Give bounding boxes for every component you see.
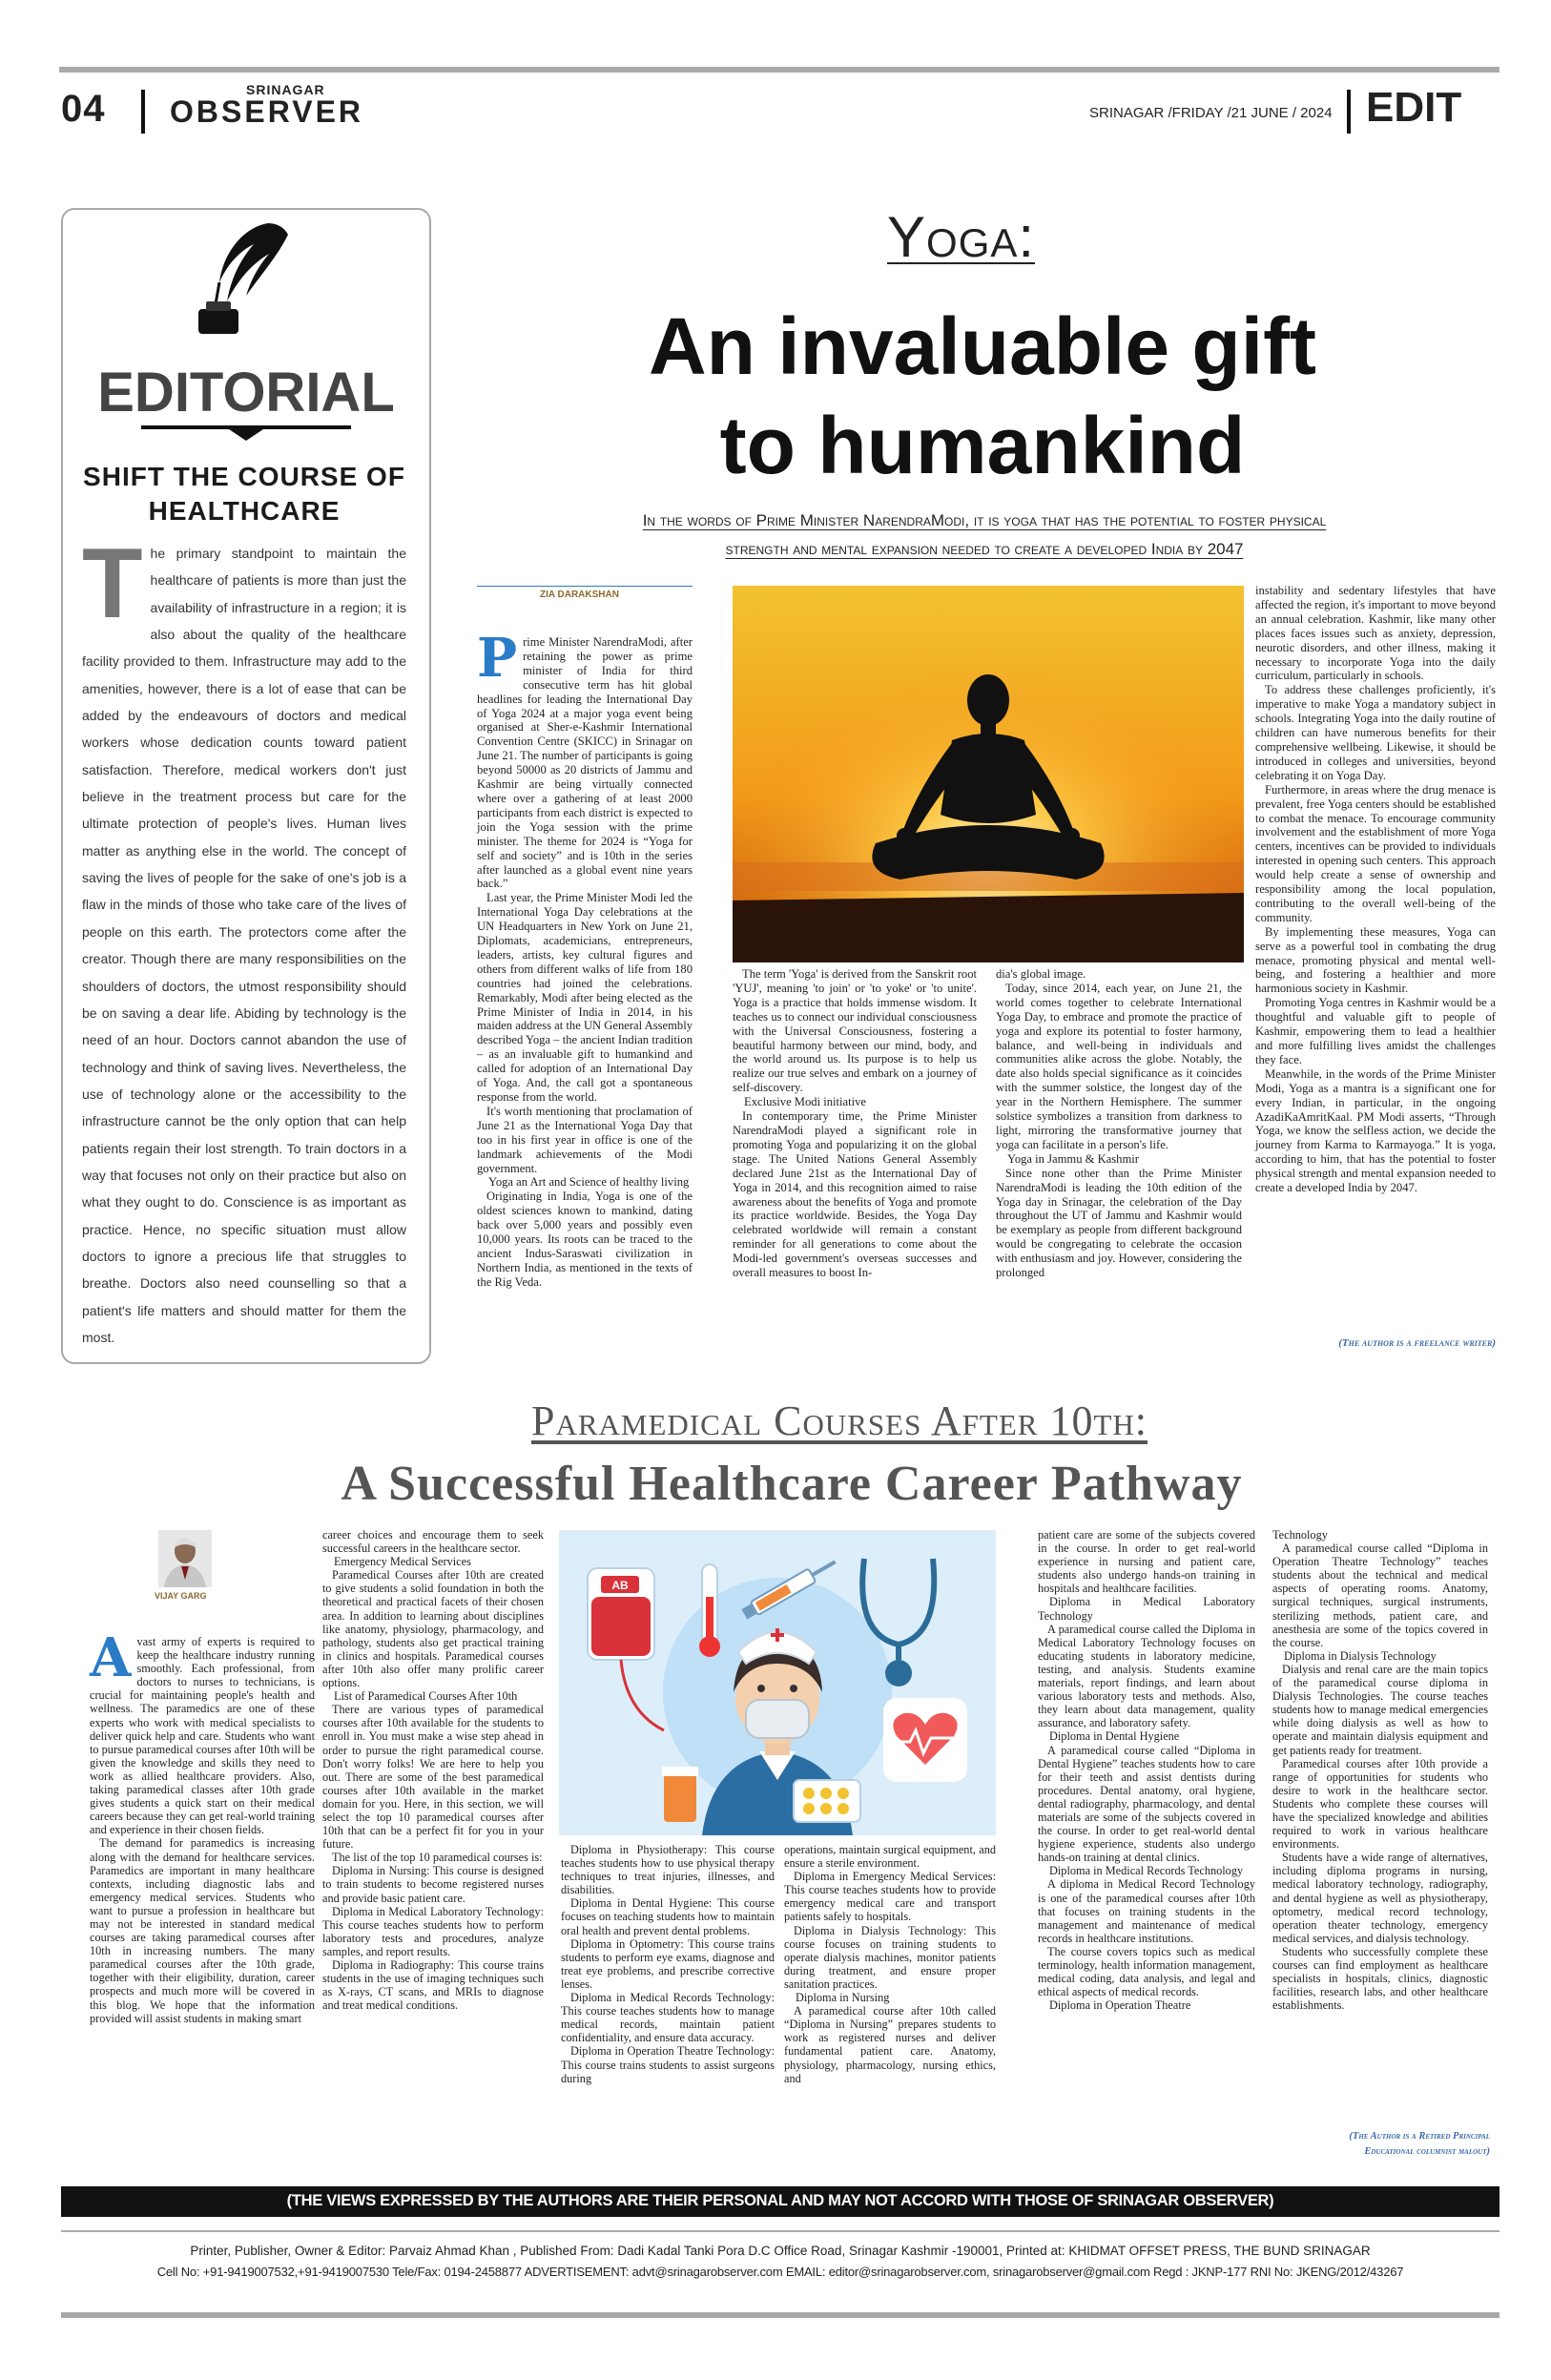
para-col5-p4: A diploma in Medical Record Technology is one of the paramedical courses after 10th that focuses on training students in the management and maintenance of medical records in healthcare institutions. xyxy=(1038,1877,1255,1945)
yoga-col3-sub1: Yoga in Jammu & Kashmir xyxy=(1007,1151,1139,1166)
para-col2-p6: Diploma in Medical Laboratory Technology: This course teaches students how to perform laboratory tests and procedures, analyze samples, and report results. xyxy=(322,1904,544,1958)
para-col4-sub1: Diploma in Nursing xyxy=(796,1991,890,2005)
arrow-down-icon xyxy=(141,425,351,443)
yoga-col4-p6: Meanwhile, in the words of the Prime Minister Modi, Yoga as a mantra is a significant one for every Indian, in particular, in the ongoing AzadiKaAmritKaal. PM Modi asserts, “Through Yoga, we know the selfless action, we decide the journey from Karma to Karmayoga.” It is yoga, according to him, that has the potential to foster physical strength and mental expansion needed to create a developed India by 2047. xyxy=(1255,1066,1496,1195)
paramedical-column-1 xyxy=(90,1626,315,2169)
para-col6-p4: Students have a wide range of alternatives, including diploma programs in nursing, medical laboratory technology, radiography, and dental hygiene as well as physiotherapy, optometry, medical record technology, operation theater technology, emergency medical services, and dialysis technology. xyxy=(1272,1851,1488,1945)
editorial-dropcap: T xyxy=(82,528,143,639)
paramedical-column-2 xyxy=(322,1528,544,2167)
yoga-standfirst-2: strength and mental expansion needed to create a developed India by 2047 xyxy=(725,540,1244,558)
para-col5-p3: A paramedical course called “Diploma in Dental Hygiene” teaches students how to care for their teeth and assist dentists during procedures. Dental anatomy, oral hygiene, dental radiography, pharmacology, and dental materials are some of the subjects covered in the course. In order to get real-world dental hygiene experience, students also undergo hands-on training at dental clinics. xyxy=(1038,1743,1255,1865)
para-col5-sub4: Diploma in Operation Theatre xyxy=(1049,1998,1191,2013)
yoga-col4-p2: To address these challenges proficiently, it's imperative to make Yoga a mandatory subject in schools. Integrating Yoga into the daily routine of children can have numerous benefits for their comprehensive wellbeing. Likewise, it should be introduced in colleges and universities, beyond celebrating it on Yoga Day. xyxy=(1255,683,1496,782)
bottom-rule xyxy=(61,2312,1499,2318)
paramedical-column-5 xyxy=(1038,1528,1255,2167)
para-col6-p2: Dialysis and renal care are the main topics of the paramedical course diploma in Dialysis Technologies. The course teaches students how to manage medical emergencies while doing dialysis as well as how to operate and maintain dialysis equipment and get patients ready for treatment. xyxy=(1272,1662,1488,1757)
yoga-col1-sub1: Yoga an Art and Science of healthy living xyxy=(488,1175,690,1190)
para-col5-p5: The course covers topics such as medical terminology, health information management, medical coding, data analysis, and legal and ethical aspects of medical records. xyxy=(1038,1944,1255,1999)
para-col4-p4: A paramedical course after 10th called “Diploma in Nursing” prepares students to work as registered nurses and deliver fundamental patient care. Anatomy, physiology, pharmacology, nursing ethics, and xyxy=(784,2004,996,2085)
paramedical-column-4 xyxy=(784,1843,996,2167)
para-col2-p5: Diploma in Nursing: This course is designed to train students to become registered nurses and provide basic patient care. xyxy=(322,1864,544,1905)
yoga-col4-p1: instability and sedentary lifestyles that have affected the region, it's important to move beyond an annual celebration. Kashmir, like many other places faces issues such as anxiety, depression, neurotic disorders, and other illness, making it necessary to incorporate Yoga into the daily curriculum, particularly in schools. xyxy=(1255,584,1496,683)
yoga-col2-p1: The term 'Yoga' is derived from the Sanskrit root 'YUJ', meaning 'to join' or 'to yoke' or 'to unite'. Yoga is a practice that holds immense wisdom. It teaches us to connect our individual consciousness with the Universal Consciousness, fostering a beautiful harmony between our mind, body, and the world around us. Its purpose is to help us realize our true selves and embark on a journey of self-discovery. xyxy=(733,967,977,1095)
para-col2-p4: The list of the top 10 paramedical courses is: xyxy=(332,1851,543,1865)
yoga-standfirst-1: In the words of Prime Minister NarendraModi, it is yoga that has the potential to foster physical xyxy=(642,511,1327,529)
para-col4-p3: Diploma in Dialysis Technology: This course focuses on training students to operate dialysis machines, monitor patients during treatment, and ensure proper sanitation practices. xyxy=(784,1923,996,1991)
yoga-dropcap: P xyxy=(477,627,518,690)
yoga-col2-p2: In contemporary time, the Prime Minister NarendraModi played a significant role in promoting Yoga and popularizing it on the global stage. The United Nations General Assembly declared June 21st as the International Day of Yoga in 2014, and this recognition aimed to raise awareness about the benefits of Yoga and promote its practice worldwide. Besides, the Yoga Day celebrated worldwide will remain a constant reminder for all generations to come about the Modi-led government's overseas successes and overall measures to boost In- xyxy=(733,1109,977,1280)
editorial-text: he primary standpoint to maintain the healthcare of patients is more than just the availability of infrastructure in a region; it is also about the quality of the healthcare facility provided to them. Infrastructure may add to the amenities, however, there is a lot of ease that can be added by the endeavours of doctors and medical workers whose dedication counts toward patient satisfaction. Therefore, medical workers don't just believe in the treatment process but care for the ultimate protection of people's lives. Human lives matter as anything else in the world. The concept of saving the lives of people for the sake of one's job is a flaw in the minds of those who take care of the lives of people on this earth. The protectors come after the creator. Though there are many responsibilities on the shoulders of doctors, the utmost responsibility should be on saving a dear life. Abiding by technology is the need of an hour. Doctors cannot abandon the use of technology and think of saving lives. Nevertheless, the use of technology alone or the accessibility to the infrastructure cannot be the only option that can help patients regain their lost strength. To train doctors in a way that focuses not only on their practice but also on what they ought to do. Conscience is as important as practice. Hence, no specific situation must allow doctors to ignore a precious life that struggles to breathe. Doctors also need counselling so that a patient's life matters and should matter for them the most. xyxy=(82,546,406,1345)
yoga-col4-p3: Furthermore, in areas where the drug menace is prevalent, free Yoga centers should be established to combat the menace. To encourage community involvement and the establishment of more Yoga centers, incentives can be provided to individuals interested in opening such centers. This approach would help create a sense of ownership and responsibility among the local population, contributing to the overall well-being of the community. xyxy=(1255,782,1496,924)
para-col6-p5: Students who successfully complete these courses can find employment as healthcare specialists in hospitals, clinics, diagnostic facilities, research labs, and other healthcare establishments. xyxy=(1272,1944,1488,2013)
para-col4-p2: Diploma in Emergency Medical Services: This course teaches students how to provide emergency medical care and transport patients safely to hospitals. xyxy=(784,1870,996,1924)
yoga-column-1 xyxy=(477,627,693,1360)
nurse-medical-illustration xyxy=(559,1530,996,1835)
yoga-col3-p3: Since none other than the Prime Minister NarendraModi is leading the 10th edition of the Yoga day in Srinagar, the celebration of the Day throughout the UT of Jammu and Kashmir would be exemplary as people from different background would be congregating to celebrate the occasion with enthusiasm and joy. However, considering the prolonged xyxy=(996,1166,1242,1280)
yoga-meditation-silhouette-image xyxy=(733,586,1244,962)
masthead-divider xyxy=(141,90,145,134)
imprint-line-2: Cell No: +91-9419007532,+91-9419007530 Tele/Fax: 0194-2458877 ADVERTISEMENT: advt@srinagarobserver.com EMAIL: editor@srinagarobserver.com, srinagarobserver@gmail.com Regd : JKNP-177 RNI No: JKENG/2012/43267 xyxy=(156,2265,1404,2279)
paramedical-author-note-2: Educational columnist malout) xyxy=(1364,2146,1490,2157)
para-col6-p1: A paramedical course called “Diploma in Operation Theatre Technology” teaches students about the technical and medical aspects of operating rooms. Anatomy, surgical techniques, surgical instruments, sterilizing methods, patient care, and anesthesia are some of the topics covered in the course. xyxy=(1272,1542,1488,1649)
para-col5-p2: A paramedical course called the Diploma in Medical Laboratory Technology focuses on educating students in laboratory medicine, testing, and analysis. Students examine materials, report findings, and learn about various laboratory tests and methods. Also, they learn about data management, quality assurance, and laboratory safety. xyxy=(1038,1622,1255,1730)
paramedical-headline: A Successful Healthcare Career Pathway xyxy=(341,1457,1243,1511)
para-col6-p3: Paramedical courses after 10th provide a range of opportunities for students who desire to work in the healthcare sector. Students who complete these courses will have the specialized knowledge and abilities required to work in various healthcare environments. xyxy=(1272,1756,1488,1852)
para-col3-p2: Diploma in Dental Hygiene: This course focuses on teaching students how to maintain oral health and prevent dental problems. xyxy=(561,1896,775,1937)
yoga-col1-p4: Originating in India, Yoga is one of the oldest sciences known to mankind, dating back over 5,000 years and possibly even 10,000 years. Its roots can be traced to the ancient Indus-Saraswati civilization in Northern India, as mentioned in the texts of the Rig Veda. xyxy=(477,1190,693,1289)
yoga-col3-p2: Today, since 2014, each year, on June 21, the world comes together to celebrate International Yoga Day, to embrace and promote the practice of yoga and explore its potential to foster harmony, balance, and well-being in individuals and communities alike across the globe. Notably, the date also holds special significance as it coincides with the summer solstice, the longest day of the year in the Northern Hemisphere. The summer solstice symbolizes a transition from darkness to light, mirroring the transformative journey that yoga can facilitate in a person's life. xyxy=(996,981,1242,1151)
para-col5-sub3: Diploma in Medical Records Technology xyxy=(1049,1864,1244,1878)
para-col3-p3: Diploma in Optometry: This course trains students to perform eye exams, diagnose and treat eye problems, and prescribe corrective lenses. xyxy=(561,1936,775,1991)
editorial-label: EDITORIAL xyxy=(97,362,395,424)
yoga-col1-p2: Last year, the Prime Minister Modi led the International Yoga Day celebrations at the UN Headquarters in New York on June 21, Diplomats, academicians, entrepreneurs, leaders, artists, key cultural figures and others from different walks of life from 180 countries had joined the celebrations. Remarkably, Modi after being elected as the Prime Minister of India in 2014, in his maiden address at the UN General Assembly described Yoga – the ancient Indian tradition – as an invaluable gift to humankind and called for adoption of an International Day of Yoga. And, the call got a spontaneous response from the world. xyxy=(477,891,693,1104)
yoga-col3-p1: dia's global image. xyxy=(996,967,1086,981)
yoga-col4-p5: Promoting Yoga centres in Kashmir would be a thoughtful and valuable gift to people of Kashmir, empowering them to lead a healthier and more fulfilling lives amidst the challenges they face. xyxy=(1255,996,1496,1066)
paramedical-dropcap: A xyxy=(90,1626,132,1689)
paper-name-top: SRINAGAR xyxy=(246,82,325,97)
para-col3-p5: Diploma in Operation Theatre Technology: This course trains students to assist surgeons during xyxy=(561,2044,775,2085)
para-col1-p2: The demand for paramedics is increasing along with the demand for healthcare services. Paramedics are important in many healthcare contexts, including diagnostic labs and emergency medical services. Students who want to pursue a profession in healthcare but may not be interested in standard medical courses are taking paramedical courses after 10th in increasing numbers. The many paramedical courses after the 10th grade, together with their eligibility, duration, career prospects and much more will be covered in this blog. We hope that the information provided will assist students in making smart xyxy=(90,1836,315,2025)
yoga-column-2 xyxy=(733,967,977,1360)
imprint-top-rule xyxy=(61,2230,1499,2232)
yoga-col1-p1: rime Minister NarendraModi, after retaining the power as prime minister of India for third consecutive term has hit global headlines for leading the International Day of Yoga 2024 at a major yoga event being organised at Sher-e-Kashmir International Convention Centre (SKICC) in Srinagar on June 21. The number of participants is going beyond 50000 as 20 districts of Jammu and Kashmir are being virtually connected where over a gathering of at least 2000 participants from each district is expected to join the Yoga session with the prime minister. The theme for 2024 is “Yoga for self and society” and is 10th in the series after launched as a global event nine years back.” xyxy=(477,635,693,891)
page-number: 04 xyxy=(61,88,106,130)
para-col3-p4: Diploma in Medical Records Technology: This course teaches students how to manage medical records, maintain patient confidentiality, and ensure data accuracy. xyxy=(561,1991,775,2045)
quill-inkpot-icon xyxy=(177,216,301,340)
para-col5-sub2: Diploma in Dental Hygiene xyxy=(1049,1729,1180,1744)
paramedical-column-6 xyxy=(1272,1528,1488,2101)
paper-name: OBSERVER xyxy=(170,94,364,129)
byline-rule xyxy=(477,586,693,587)
disclaimer-text: (THE VIEWS EXPRESSED BY THE AUTHORS ARE THEIR PERSONAL AND MAY NOT ACCORD WITH THOSE OF SRINAGAR OBSERVER) xyxy=(286,2192,1274,2209)
para-col2-p7: Diploma in Radiography: This course trains students in the use of imaging techniques such as X-rays, CT scans, and MRIs to diagnose and treat medical conditions. xyxy=(322,1958,544,2013)
paramedical-author-note-1: (The Author is a Retired Principal xyxy=(1349,2131,1490,2142)
para-col4-p1: operations, maintain surgical equipment, and ensure a sterile environment. xyxy=(784,1843,996,1871)
para-col1-p1: vast army of experts is required to keep the healthcare industry running smoothly. Each professional, from doctors to nurses to technicians, is crucial for maintaining people's health and wellness. The paramedics are one of these experts who work with medical specialists to deliver quick help and care. Students who want to pursue paramedical courses after 10th will be given the knowledge and skills they need to work as allied healthcare providers. Also, taking paramedical classes after 10th grade gives students a quick start on their medical careers because they can get real-world training and experience in their chosen fields. xyxy=(90,1635,315,1837)
yoga-headline-1: An invaluable gift xyxy=(648,301,1317,391)
section-divider xyxy=(1347,90,1351,134)
yoga-column-3 xyxy=(996,967,1242,1360)
para-col5-sub1: Diploma in Medical Laboratory Technology xyxy=(1038,1595,1255,1623)
top-rule xyxy=(59,67,1499,72)
yoga-col4-p4: By implementing these measures, Yoga can serve as a powerful tool in combating the drug menace, promoting physical and mental well-being, and fostering a healthier and more harmonious society in Kashmir. xyxy=(1255,924,1496,996)
yoga-col2-sub1: Exclusive Modi initiative xyxy=(744,1095,867,1109)
section-label: EDIT xyxy=(1366,84,1462,131)
para-col6-sub0: Technology xyxy=(1272,1528,1328,1542)
yoga-author-note: (The author is a freelance writer) xyxy=(1338,1337,1496,1349)
para-col3-p1: Diploma in Physiotherapy: This course teaches students how to use physical therapy techniques to treat injuries, illnesses, and disabilities. xyxy=(561,1843,775,1897)
paramedical-kicker: Paramedical Courses After 10th: xyxy=(530,1397,1148,1444)
editorial-title: SHIFT THE COURSE OF HEALTHCARE xyxy=(83,462,405,526)
para-col5-p1: patient care are some of the subjects covered in the course. In order to get real-world experience in nursing and patient care, students also undergo hands-on training in hospitals and healthcare facilities. xyxy=(1038,1528,1255,1596)
paramedical-byline: VIJAY GARG xyxy=(155,1591,207,1601)
yoga-byline: ZIA DARAKSHAN xyxy=(540,590,619,600)
imprint-line-1: Printer, Publisher, Owner & Editor: Parvaiz Ahmad Khan , Published From: Dadi Kadal Tanki Pora D.C Office Road, Srinagar Kashmir -190001, Printed at: KHIDMAT OFFSET PRESS, THE BUND SRINAGAR xyxy=(190,2244,1371,2258)
yoga-kicker: Yoga: xyxy=(887,205,1036,269)
para-col2-p1: career choices and encourage them to seek successful careers in the healthcare sector. xyxy=(322,1528,544,1556)
yoga-headline-2: to humankind xyxy=(719,401,1246,490)
editorial-body xyxy=(82,528,406,1351)
blood-type-badge: AB xyxy=(611,1579,629,1592)
dateline: SRINAGAR /FRIDAY /21 JUNE / 2024 xyxy=(1089,105,1333,121)
para-col2-sub2: List of Paramedical Courses After 10th xyxy=(334,1689,518,1704)
paramedical-column-3 xyxy=(561,1843,775,2167)
author-photo xyxy=(158,1530,212,1587)
para-col2-sub1: Emergency Medical Services xyxy=(334,1555,471,1569)
yoga-col1-p3: It's worth mentioning that proclamation of June 21 as the International Yoga Day that too in his first year in office is one of the landmark achievements of the Modi government. xyxy=(477,1104,693,1175)
para-col6-sub1: Diploma in Dialysis Technology xyxy=(1284,1648,1437,1663)
para-col2-p3: There are various types of paramedical courses after 10th available for the students to enroll in. You must make a wise step ahead in order to pursue the right paramedical course. Don't worry folks! We are here to help you out. There are some of the best paramedical courses after 10th available in the market domain for you. Here, in this section, we will select the top 10 paramedical courses after 10th that can be a perfect fit for you in your future. xyxy=(322,1703,544,1852)
para-col2-p2: Paramedical Courses after 10th are created to give students a solid foundation in both the theoretical and practical facets of their chosen area. In addition to learning about disciplines like anatomy, physiology, pharmacology, and pathology, students also get practical training in clinics and hospitals. Paramedical courses after 10th also offer many prolific career options. xyxy=(322,1568,544,1690)
yoga-column-4 xyxy=(1255,584,1496,1328)
